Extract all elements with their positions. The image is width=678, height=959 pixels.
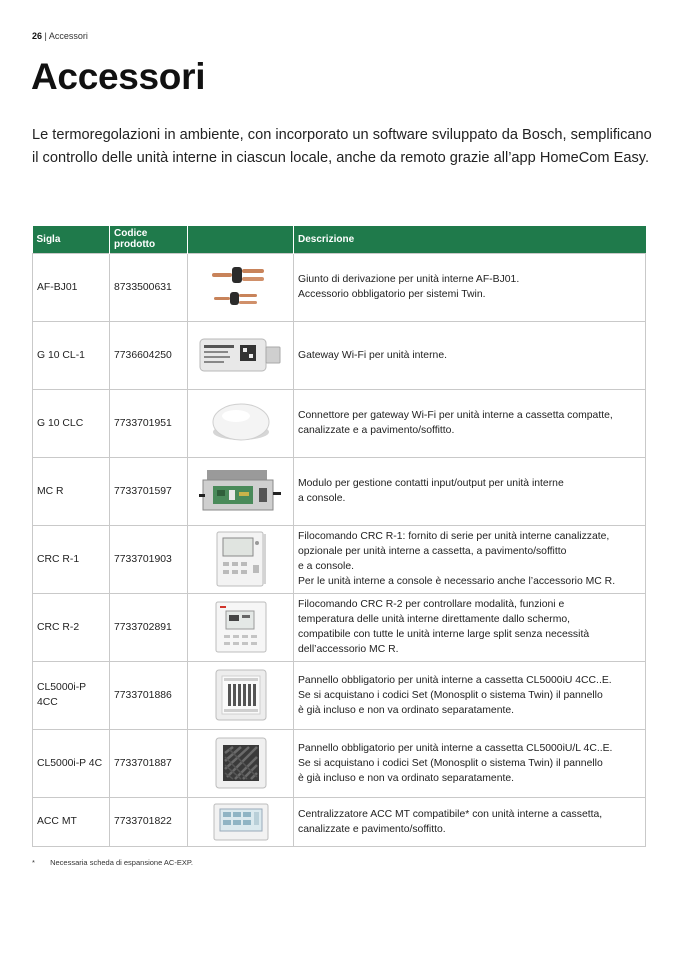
desc-line: compatibile con tutte le unità interne large split senza necessità — [298, 629, 590, 640]
header-descrizione: Descrizione — [294, 226, 646, 253]
cell-descrizione — [294, 593, 646, 661]
cell-sigla: CL5000i-P 4C — [33, 729, 110, 797]
cell-descrizione — [294, 389, 646, 457]
cell-descrizione — [294, 321, 646, 389]
cell-codice: 7733702891 — [110, 593, 188, 661]
intro-paragraph: Le termoregolazioni in ambiente, con incorporato un software sviluppato da Bosch, semplificano il controllo delle unità interne in ciascun locale, anche da remoto grazie all’app HomeCom Easy. — [32, 127, 652, 166]
wifi-gateway-usb-image — [196, 333, 286, 377]
cell-sigla: MC R — [33, 457, 110, 525]
cell-descrizione — [294, 797, 646, 846]
cell-codice: 7733701597 — [110, 457, 188, 525]
page-number: 26 — [32, 31, 43, 41]
table-row — [33, 321, 646, 389]
footnote — [32, 858, 193, 867]
desc-line: Per le unità interne a console è necessario anche l’accessorio MC R. — [298, 576, 616, 587]
desc-line: Centralizzatore ACC MT compatibile* con unità interne a cassetta, — [298, 808, 603, 820]
wired-controller-r1-image — [213, 529, 269, 589]
cell-descrizione — [294, 253, 646, 321]
desc-line: è già incluso e non va ordinato separatamente. — [298, 772, 515, 784]
desc-line: opzionale per unità interne a cassetta, a pavimento/soffitto — [298, 546, 567, 557]
table-header-row — [33, 226, 646, 253]
cell-image — [188, 253, 294, 321]
cassette-panel-large-image — [212, 734, 270, 792]
cell-image — [188, 797, 294, 846]
cell-image — [188, 389, 294, 457]
cell-sigla: G 10 CLC — [33, 389, 110, 457]
cell-descrizione — [294, 661, 646, 729]
page-title: Accessori — [31, 56, 206, 97]
copper-branch-joint-image — [208, 259, 274, 315]
desc-line: Connettore per gateway Wi-Fi per unità interne a cassetta compatte, — [298, 410, 613, 421]
desc-line: Filocomando CRC R-2 per controllare modalità, funzioni e — [298, 599, 565, 610]
cell-descrizione — [294, 729, 646, 797]
desc-line: Gateway Wi-Fi per unità interne. — [298, 349, 447, 361]
table-row — [33, 457, 646, 525]
header-codice: Codice prodotto — [110, 226, 188, 253]
wired-controller-r2-image — [212, 599, 270, 655]
cell-descrizione — [294, 525, 646, 593]
cell-sigla: ACC MT — [33, 797, 110, 846]
cell-codice: 8733500631 — [110, 253, 188, 321]
running-head-separator: | — [44, 31, 47, 41]
desc-line: è già incluso e non va ordinato separatamente. — [298, 704, 515, 716]
cassette-panel-compact-image — [212, 666, 270, 724]
table-row — [33, 593, 646, 661]
table-row — [33, 253, 646, 321]
desc-line: e a console. — [298, 561, 355, 572]
table-row — [33, 661, 646, 729]
accessories-table — [32, 226, 646, 847]
desc-line: a console. — [298, 493, 346, 504]
desc-line: Modulo per gestione contatti input/output per unità interne — [298, 478, 564, 489]
table-row — [33, 525, 646, 593]
cell-image — [188, 593, 294, 661]
desc-line: Accessorio obbligatorio per sistemi Twin. — [298, 289, 486, 300]
desc-line: canalizzate e pavimento/soffitto. — [298, 823, 446, 835]
desc-line: canalizzate e a pavimento/soffitto. — [298, 425, 455, 436]
running-head-section: Accessori — [48, 31, 88, 41]
desc-line: Pannello obbligatorio per unità interne a cassetta CL5000iU/L 4C..E. — [298, 742, 613, 754]
cell-image — [188, 729, 294, 797]
central-controller-image — [210, 801, 272, 843]
cell-codice: 7733701951 — [110, 389, 188, 457]
desc-line: Giunto di derivazione per unità interne AF-BJ01. — [298, 274, 520, 285]
header-sigla: Sigla — [33, 226, 110, 253]
desc-line: Pannello obbligatorio per unità interne a cassetta CL5000iU 4CC..E. — [298, 674, 612, 686]
round-connector-image — [206, 398, 276, 448]
cell-codice: 7733701886 — [110, 661, 188, 729]
desc-line: Filocomando CRC R-1: fornito di serie per unità interne canalizzate, — [298, 531, 610, 542]
cell-sigla: G 10 CL-1 — [33, 321, 110, 389]
footnote-text: Necessaria scheda di espansione AC-EXP. — [50, 858, 193, 867]
cell-image — [188, 525, 294, 593]
table-row — [33, 389, 646, 457]
io-module-image — [199, 466, 283, 516]
cell-codice: 7733701887 — [110, 729, 188, 797]
footnote-mark: * — [32, 858, 35, 867]
header-immagine — [188, 226, 294, 253]
running-head — [32, 31, 88, 41]
cell-image — [188, 321, 294, 389]
cell-image — [188, 457, 294, 525]
cell-codice: 7733701903 — [110, 525, 188, 593]
cell-sigla: CRC R-2 — [33, 593, 110, 661]
cell-image — [188, 661, 294, 729]
cell-codice: 7733701822 — [110, 797, 188, 846]
desc-line: temperatura delle unità interne direttamente dallo schermo, — [298, 614, 571, 625]
desc-line: Se si acquistano i codici Set (Monosplit o sistema Twin) il pannello — [298, 757, 603, 769]
table-row — [33, 729, 646, 797]
desc-line: dell’accessorio MC R. — [298, 644, 399, 655]
cell-descrizione — [294, 457, 646, 525]
cell-codice: 7736604250 — [110, 321, 188, 389]
table-row — [33, 797, 646, 846]
cell-sigla: CL5000i-P 4CC — [33, 661, 110, 729]
cell-sigla: AF-BJ01 — [33, 253, 110, 321]
desc-line: Se si acquistano i codici Set (Monosplit o sistema Twin) il pannello — [298, 689, 603, 701]
cell-sigla: CRC R-1 — [33, 525, 110, 593]
